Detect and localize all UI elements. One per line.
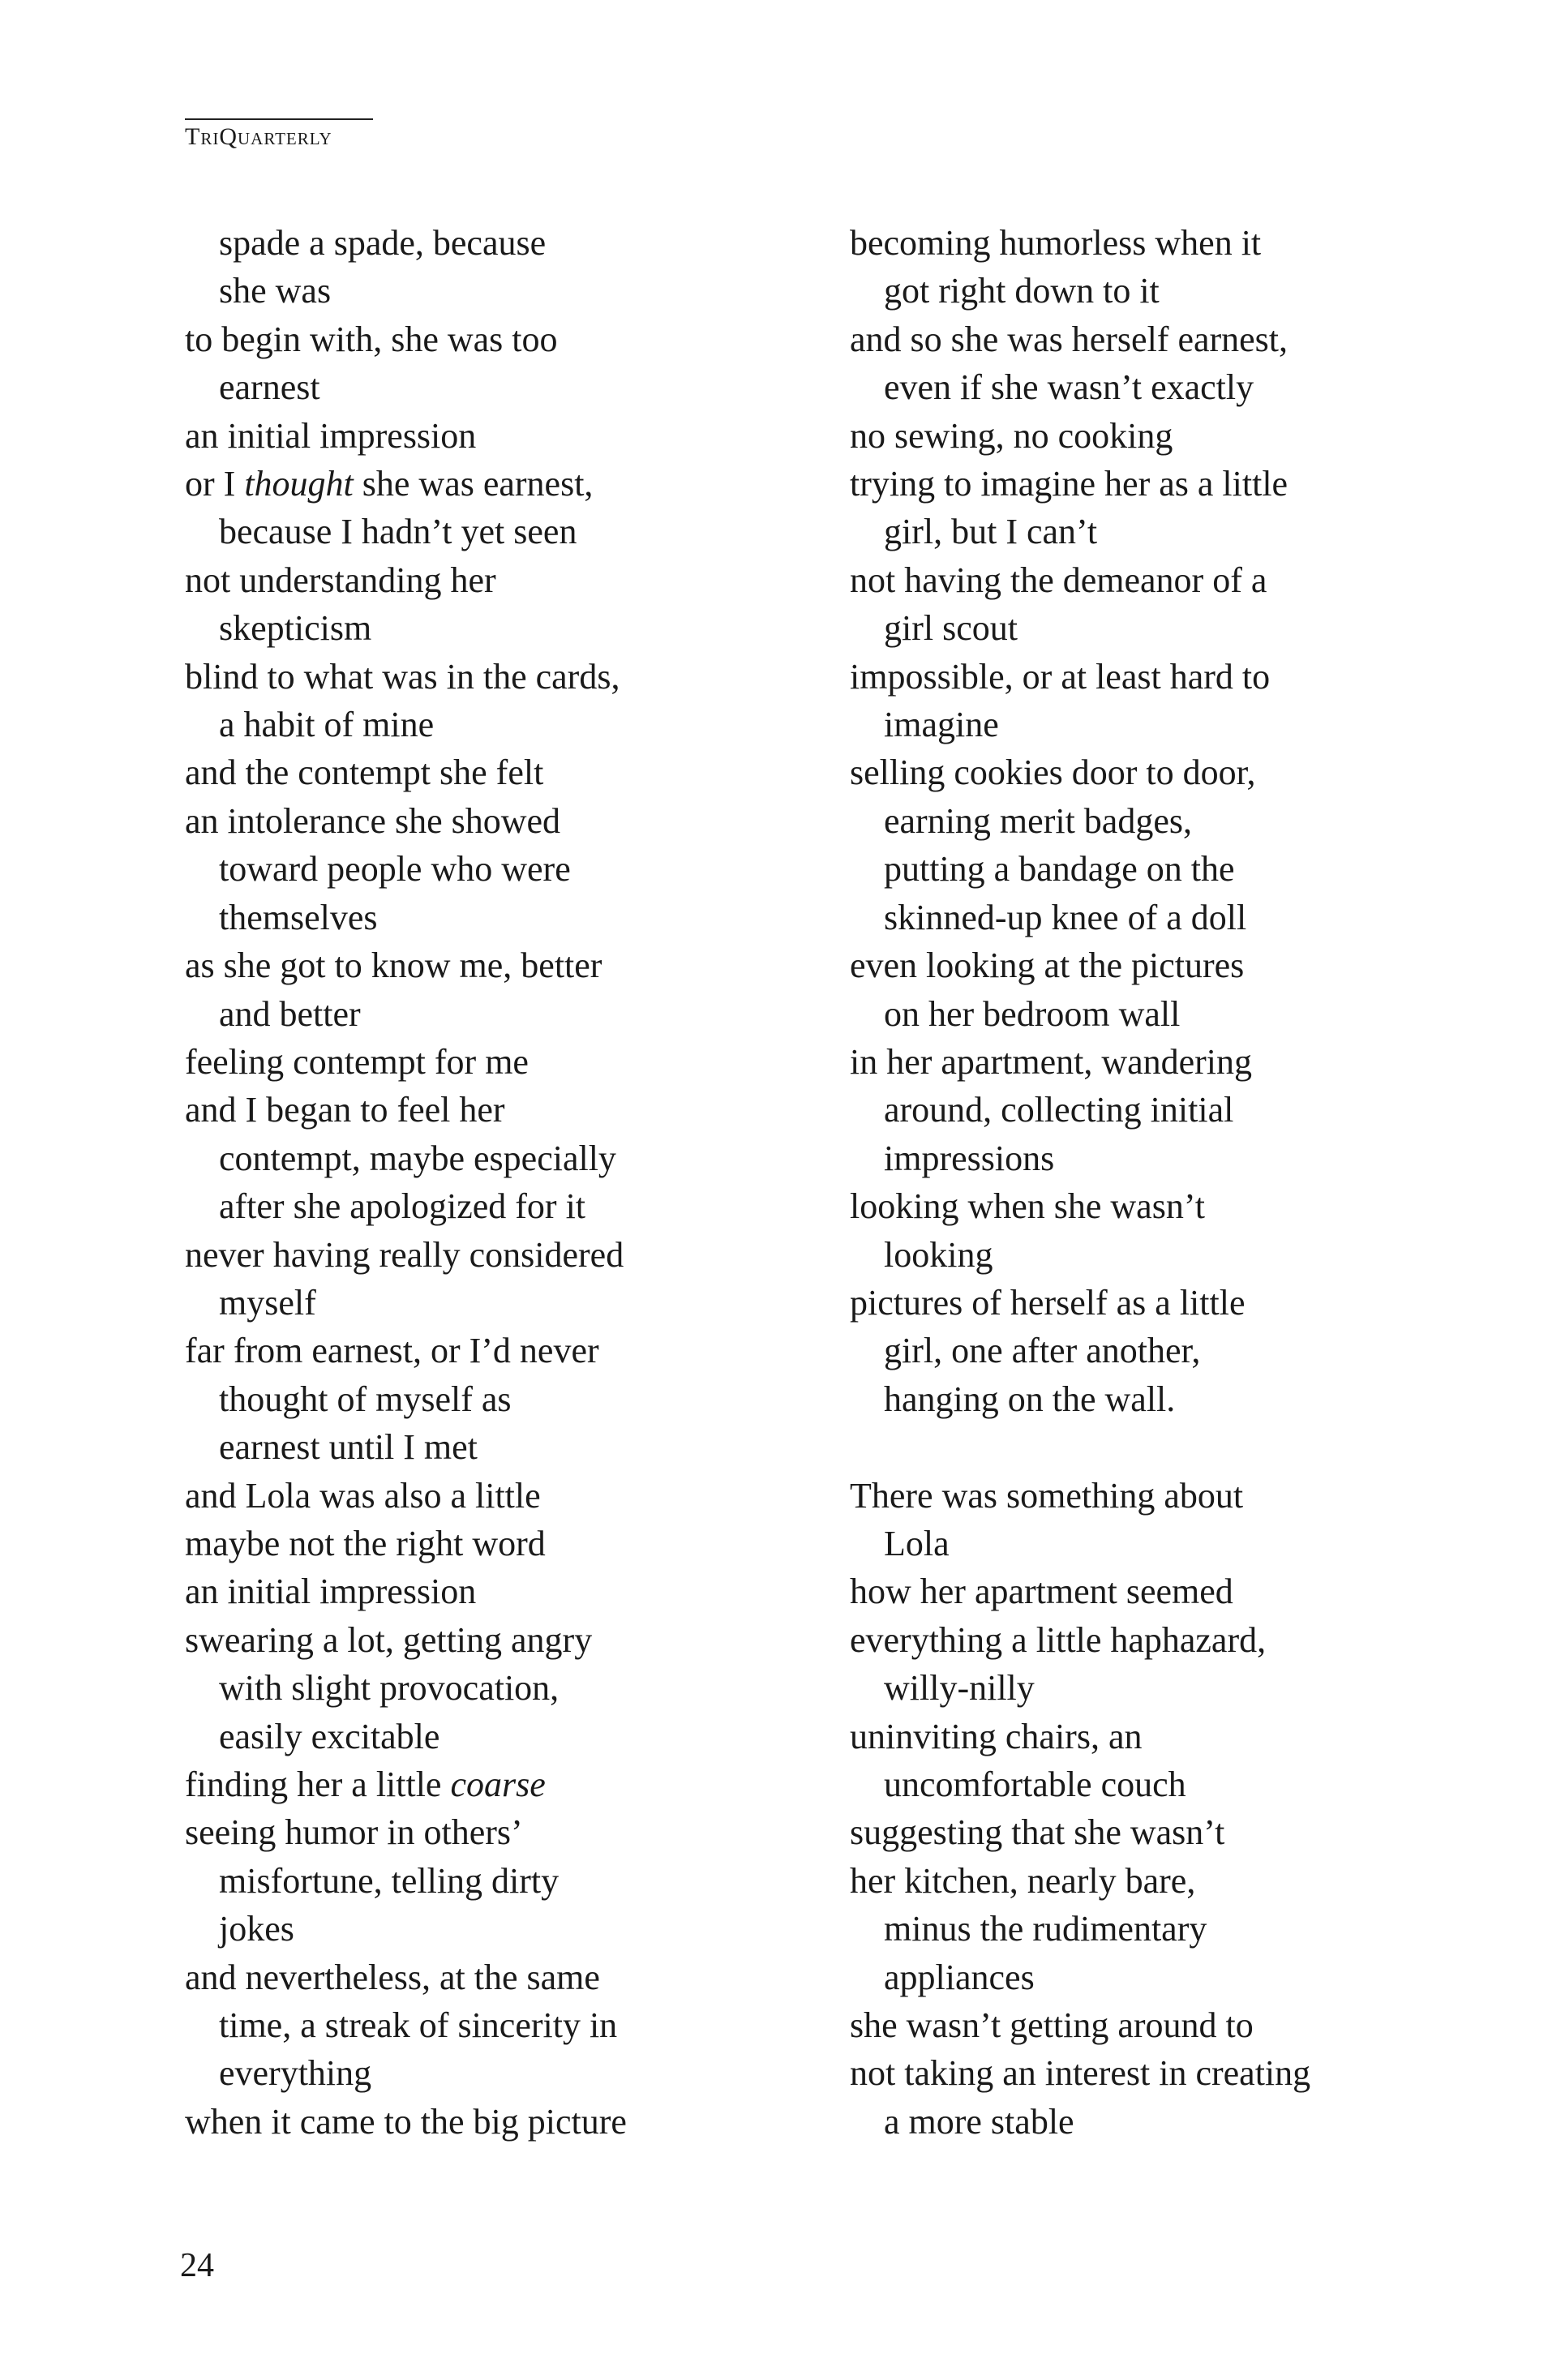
poem-line: seeing humor in others’	[185, 1812, 523, 1853]
poem-line: uninviting chairs, an	[850, 1716, 1143, 1756]
poem-line	[185, 460, 769, 508]
poem-line: becoming humorless when it	[850, 223, 1262, 263]
poem-line: appliances	[884, 1957, 1035, 1997]
poem-line: misfortune, telling dirty	[219, 1860, 560, 1901]
poem-line: never having really considered	[185, 1234, 624, 1275]
poem-line: and so she was herself earnest,	[850, 319, 1288, 359]
poem-line: everything a little haphazard,	[850, 1619, 1267, 1660]
line-segment: or I	[185, 464, 245, 504]
poem-line: she wasn’t getting around to	[850, 2005, 1254, 2046]
poem-line: girl, but I can’t	[884, 512, 1098, 552]
poem-line: suggesting that she wasn’t	[850, 1812, 1225, 1853]
line-segment: finding her a little	[185, 1765, 451, 1804]
poem-line: and the contempt she felt	[185, 753, 544, 793]
poem-line: an intolerance she showed	[185, 800, 561, 841]
running-header: TriQuarterly	[185, 123, 332, 150]
poem-line: and I began to feel her	[185, 1090, 505, 1130]
poem-line: after she apologized for it	[219, 1186, 586, 1227]
poem-line: even looking at the pictures	[850, 946, 1245, 986]
poem-line	[185, 1760, 769, 1808]
poem-line: minus the rudimentary	[884, 1909, 1207, 1949]
poem-line: not having the demeanor of a	[850, 560, 1267, 600]
poem-line: on her bedroom wall	[884, 993, 1181, 1034]
poem-line: in her apartment, wandering	[850, 1041, 1253, 1082]
poem-line: impressions	[884, 1138, 1055, 1178]
italic-emphasis: coarse	[450, 1765, 546, 1804]
poem-line: uncomfortable couch	[884, 1764, 1186, 1804]
poem-line: earnest	[219, 367, 320, 408]
poem-line: and nevertheless, at the same	[185, 1957, 600, 1997]
poem-line: hanging on the wall.	[884, 1379, 1176, 1419]
poem-line: imagine	[884, 705, 999, 745]
poem-line: and better	[219, 993, 361, 1034]
header-rule	[185, 118, 373, 120]
poem-line: when it came to the big picture	[185, 2101, 627, 2142]
poem-line: skepticism	[219, 608, 372, 649]
poem-line: time, a streak of sincerity in	[219, 2005, 618, 2046]
poem-line: contempt, maybe especially	[219, 1138, 616, 1178]
page-number: 24	[180, 2247, 214, 2284]
poem-column-left	[185, 219, 769, 2146]
poem-line: myself	[219, 1282, 316, 1323]
poem-line: thought of myself as	[219, 1379, 512, 1419]
poem-line: easily excitable	[219, 1716, 440, 1756]
poem-line: Lola	[884, 1523, 950, 1563]
poem-line: everything	[219, 2053, 372, 2094]
poem-line: got right down to it	[884, 271, 1160, 311]
poem-line: around, collecting initial	[884, 1090, 1234, 1130]
poem-line: swearing a lot, getting angry	[185, 1619, 593, 1660]
poem-line: themselves	[219, 897, 378, 937]
poem-line: no sewing, no cooking	[850, 415, 1173, 456]
poem-line: girl scout	[884, 608, 1018, 649]
poem-line: earnest until I met	[219, 1427, 478, 1468]
poem-line: a habit of mine	[219, 705, 435, 745]
poem-line: her kitchen, nearly bare,	[850, 1860, 1196, 1901]
poem-line: jokes	[219, 1909, 294, 1949]
poem-line: not taking an interest in creating	[850, 2053, 1311, 2094]
poem-line: willy-nilly	[884, 1668, 1035, 1709]
poem-line: putting a bandage on the	[884, 849, 1235, 890]
poem-line: a more stable	[884, 2101, 1074, 2142]
poem-line: looking	[884, 1234, 993, 1275]
poem-line: even if she wasn’t exactly	[884, 367, 1254, 408]
poem-line: blind to what was in the cards,	[185, 656, 620, 697]
poem-line: with slight provocation,	[219, 1668, 560, 1709]
italic-emphasis: thought	[244, 464, 354, 504]
poem-line: spade a spade, because	[219, 223, 547, 263]
poem-line: how her apartment seemed	[850, 1572, 1233, 1612]
poem-line: as she got to know me, better	[185, 946, 602, 986]
poem-line: an initial impression	[185, 415, 477, 456]
poem-line: toward people who were	[219, 849, 571, 890]
poem-line: maybe not the right word	[185, 1523, 546, 1563]
line-segment: she was earnest,	[353, 464, 594, 504]
poem-line: not understanding her	[185, 560, 496, 600]
poem-line: girl, one after another,	[884, 1331, 1201, 1371]
poem-line: an initial impression	[185, 1572, 477, 1612]
poem-line: trying to imagine her as a little	[850, 464, 1288, 504]
stanza-break	[850, 1423, 1434, 1471]
poem-line: she was	[219, 271, 332, 311]
poem-line: feeling contempt for me	[185, 1041, 529, 1082]
poem-line: skinned-up knee of a doll	[884, 897, 1247, 937]
poem-line: looking when she wasn’t	[850, 1186, 1205, 1227]
poem-line: selling cookies door to door,	[850, 753, 1256, 793]
poem-line: and Lola was also a little	[185, 1475, 541, 1516]
poem-line: to begin with, she was too	[185, 319, 558, 359]
poem-line: because I hadn’t yet seen	[219, 512, 577, 552]
poem-column-right	[850, 219, 1434, 2146]
poem-line: earning merit badges,	[884, 800, 1192, 841]
poem-line: pictures of herself as a little	[850, 1282, 1246, 1323]
poem-line: far from earnest, or I’d never	[185, 1331, 599, 1371]
poem-line: There was something about	[850, 1475, 1244, 1516]
poem-line: impossible, or at least hard to	[850, 656, 1271, 697]
